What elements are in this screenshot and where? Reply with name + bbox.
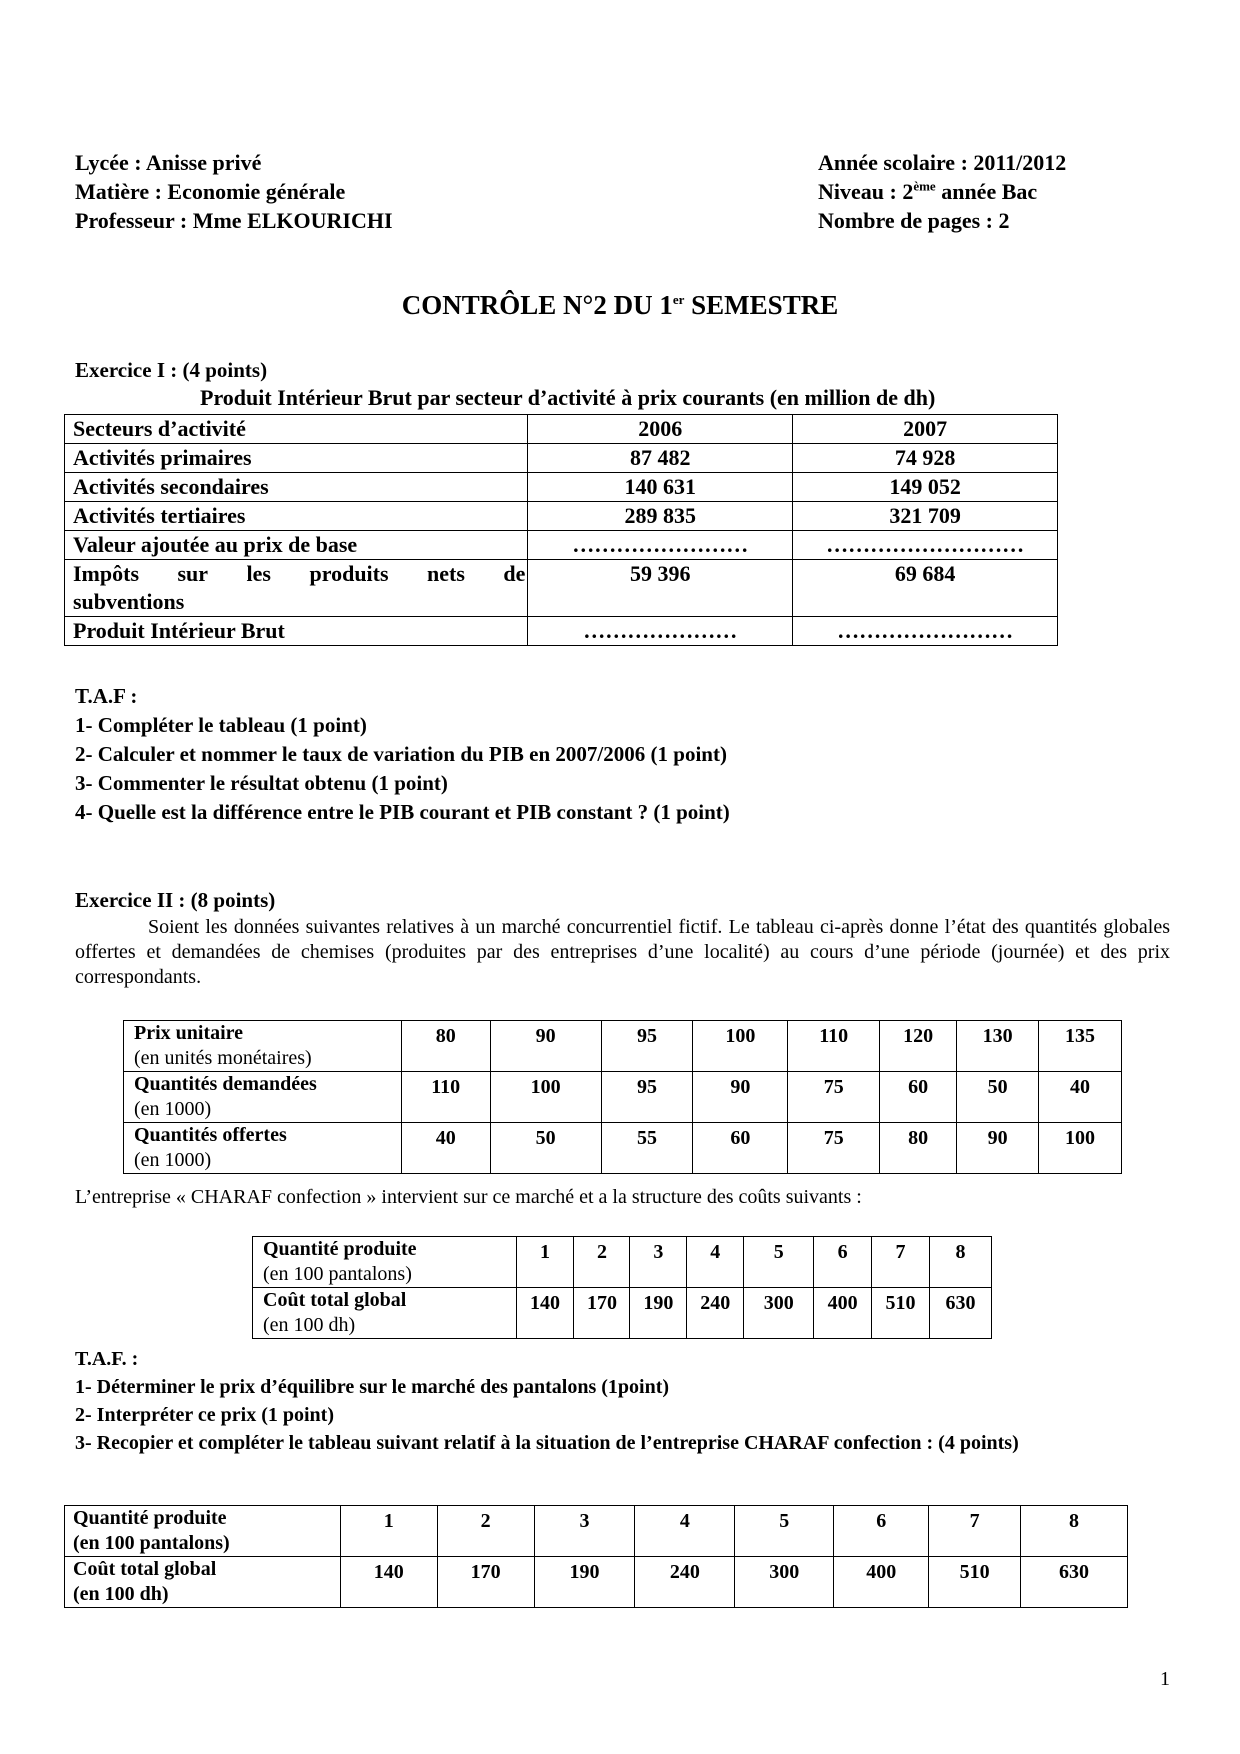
cell-value: 80 <box>880 1123 957 1174</box>
cell-value: 3 <box>630 1237 687 1288</box>
row-label: Produit Intérieur Brut <box>65 617 528 646</box>
exercise-2-tasks <box>75 1345 1019 1457</box>
table-row <box>124 1021 1122 1072</box>
cell-value: 50 <box>957 1072 1039 1123</box>
table-row <box>65 473 1058 502</box>
table-row <box>124 1072 1122 1123</box>
header-cell: 2007 <box>793 415 1058 444</box>
cell-value: 170 <box>574 1288 630 1339</box>
cell-value: 110 <box>401 1072 490 1123</box>
table-row <box>124 1123 1122 1174</box>
table-caption: Produit Intérieur Brut par secteur d’activité à prix courants (en million de dh) <box>200 385 936 410</box>
cell-value: 5 <box>744 1237 814 1288</box>
cell-value: 8 <box>929 1237 991 1288</box>
cell-value: 400 <box>814 1288 872 1339</box>
cell-value: 170 <box>437 1557 534 1608</box>
cell-value: 100 <box>1039 1123 1122 1174</box>
cell-value: 130 <box>957 1021 1039 1072</box>
taf-title: T.A.F : <box>75 684 138 708</box>
cell-value: 75 <box>788 1123 880 1174</box>
page-number: 1 <box>1160 1668 1170 1690</box>
cell-value: 55 <box>601 1123 693 1174</box>
cell-value: 40 <box>1039 1072 1122 1123</box>
cell-value: 289 835 <box>528 502 793 531</box>
row-label: Coût total global (en 100 dh) <box>253 1288 517 1339</box>
row-label: Quantités demandées (en 1000) <box>124 1072 402 1123</box>
row-label: Activités primaires <box>65 444 528 473</box>
cell-value: 149 052 <box>793 473 1058 502</box>
task-item: 3- Commenter le résultat obtenu (1 point) <box>75 771 448 795</box>
header-cell: 2006 <box>528 415 793 444</box>
cell-value: 630 <box>1021 1557 1128 1608</box>
cell-value: 4 <box>687 1237 744 1288</box>
cell-value: 100 <box>693 1021 788 1072</box>
cell-value: 90 <box>490 1021 601 1072</box>
header-right <box>818 148 1066 235</box>
cell-value: 74 928 <box>793 444 1058 473</box>
company-sentence: L’entreprise « CHARAF confection » intervient sur ce marché et a la structure des coûts suivants : <box>75 1186 862 1208</box>
complete-table <box>64 1505 1128 1608</box>
cell-value: 321 709 <box>793 502 1058 531</box>
level: Niveau : 2ème année Bac <box>818 178 1038 204</box>
cell-value: 120 <box>880 1021 957 1072</box>
table-row <box>65 560 1058 617</box>
cell-value: 7 <box>929 1506 1021 1557</box>
task-item: 3- Recopier et compléter le tableau suivant relatif à la situation de l’entreprise CHARAF confection : (4 points) <box>75 1432 1019 1454</box>
blank-to-fill: …………………… <box>528 531 793 560</box>
exercise-2-heading: Exercice II : (8 points) <box>75 888 276 912</box>
cell-value: 4 <box>635 1506 735 1557</box>
page-title: CONTRÔLE N°2 DU 1er SEMESTRE <box>401 290 839 320</box>
cell-value: 87 482 <box>528 444 793 473</box>
cell-value: 69 684 <box>793 560 1058 617</box>
cell-value: 60 <box>880 1072 957 1123</box>
table-row <box>253 1288 992 1339</box>
row-label: Prix unitaire (en unités monétaires) <box>124 1021 402 1072</box>
cell-value: 400 <box>834 1557 929 1608</box>
teacher: Professeur : Mme ELKOURICHI <box>75 208 393 233</box>
table-row <box>65 1557 1128 1608</box>
exercise-2-intro: Soient les données suivantes relatives à un marché concurrentiel fictif. Le tableau ci-après donne l’état des quantités globales offertes et demandées de chemises (produites par des entreprises d’une localité) au cours d’une période (journée) et des prix correspondants. <box>75 916 1170 988</box>
task-item: 1- Compléter le tableau (1 point) <box>75 713 367 737</box>
cell-value: 3 <box>534 1506 635 1557</box>
cell-value: 1 <box>516 1237 574 1288</box>
exercise-1-heading: Exercice I : (4 points) <box>75 358 268 382</box>
cell-value: 95 <box>601 1072 693 1123</box>
row-label: Impôts sur les produits nets de subventions <box>65 560 528 617</box>
task-item: 2- Interpréter ce prix (1 point) <box>75 1404 335 1426</box>
cell-value: 7 <box>872 1237 930 1288</box>
table-row <box>65 531 1058 560</box>
taf-title: T.A.F. : <box>75 1348 139 1370</box>
cell-value: 50 <box>490 1123 601 1174</box>
table-row <box>65 415 1058 444</box>
school-year: Année scolaire : 2011/2012 <box>818 150 1067 175</box>
school-name: Lycée : Anisse privé <box>75 150 262 175</box>
blank-to-fill: ………………… <box>528 617 793 646</box>
table-row <box>65 617 1058 646</box>
row-label: Valeur ajoutée au prix de base <box>65 531 528 560</box>
row-label: Activités secondaires <box>65 473 528 502</box>
cell-value: 240 <box>635 1557 735 1608</box>
market-table <box>123 1020 1122 1174</box>
row-label: Quantités offertes (en 1000) <box>124 1123 402 1174</box>
cell-value: 1 <box>340 1506 437 1557</box>
cell-value: 8 <box>1021 1506 1128 1557</box>
table-row <box>65 444 1058 473</box>
blank-to-fill: …………………… <box>793 617 1058 646</box>
cell-value: 90 <box>693 1072 788 1123</box>
blank-to-fill: ……………………… <box>793 531 1058 560</box>
cell-value: 110 <box>788 1021 880 1072</box>
exercise-1-tasks <box>75 682 730 827</box>
table-row <box>65 502 1058 531</box>
task-item: 2- Calculer et nommer le taux de variation du PIB en 2007/2006 (1 point) <box>75 742 727 766</box>
row-label: Coût total global (en 100 dh) <box>65 1557 341 1608</box>
cell-value: 80 <box>401 1021 490 1072</box>
cell-value: 510 <box>929 1557 1021 1608</box>
cell-value: 2 <box>574 1237 630 1288</box>
cell-value: 140 <box>340 1557 437 1608</box>
cell-value: 510 <box>872 1288 930 1339</box>
header-cell: Secteurs d’activité <box>65 415 528 444</box>
cell-value: 140 631 <box>528 473 793 502</box>
cell-value: 2 <box>437 1506 534 1557</box>
cell-value: 6 <box>814 1237 872 1288</box>
cell-value: 100 <box>490 1072 601 1123</box>
cell-value: 5 <box>735 1506 834 1557</box>
cell-value: 135 <box>1039 1021 1122 1072</box>
cell-value: 40 <box>401 1123 490 1174</box>
cell-value: 240 <box>687 1288 744 1339</box>
cell-value: 95 <box>601 1021 693 1072</box>
header-left <box>75 148 393 235</box>
cell-value: 190 <box>630 1288 687 1339</box>
row-label: Quantité produite (en 100 pantalons) <box>65 1506 341 1557</box>
row-label: Quantité produite (en 100 pantalons) <box>253 1237 517 1288</box>
page-count: Nombre de pages : 2 <box>818 208 1010 233</box>
task-item: 4- Quelle est la différence entre le PIB courant et PIB constant ? (1 point) <box>75 800 730 824</box>
cell-value: 60 <box>693 1123 788 1174</box>
cell-value: 190 <box>534 1557 635 1608</box>
table-row <box>65 1506 1128 1557</box>
table-row <box>253 1237 992 1288</box>
cell-value: 300 <box>735 1557 834 1608</box>
cost-table <box>252 1236 992 1339</box>
subject: Matière : Economie générale <box>75 179 346 204</box>
cell-value: 59 396 <box>528 560 793 617</box>
cell-value: 140 <box>516 1288 574 1339</box>
pib-table <box>64 414 1058 646</box>
cell-value: 630 <box>929 1288 991 1339</box>
cell-value: 75 <box>788 1072 880 1123</box>
cell-value: 6 <box>834 1506 929 1557</box>
cell-value: 300 <box>744 1288 814 1339</box>
row-label: Activités tertiaires <box>65 502 528 531</box>
task-item: 1- Déterminer le prix d’équilibre sur le marché des pantalons (1point) <box>75 1376 670 1398</box>
cell-value: 90 <box>957 1123 1039 1174</box>
tax-label-line: Impôts sur les produits nets de <box>73 561 526 586</box>
